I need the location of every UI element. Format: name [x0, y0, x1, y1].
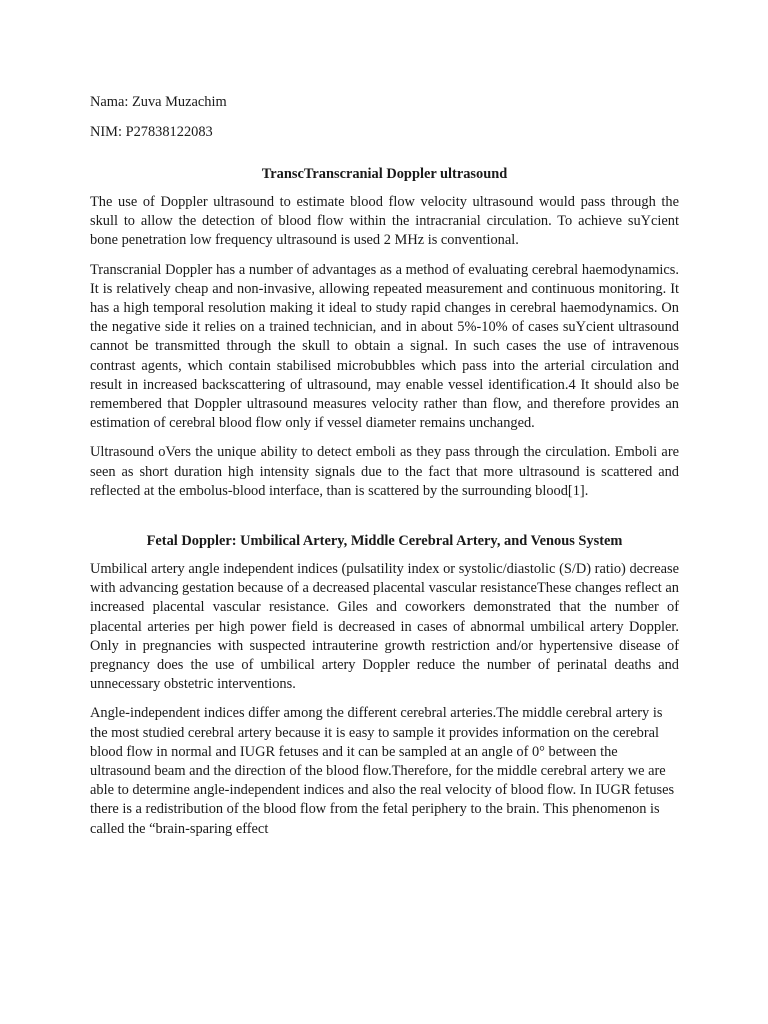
student-nim: NIM: P27838122083 [90, 124, 213, 140]
section-title-transcranial-doppler: TranscTranscranial Doppler ultrasound [261, 166, 508, 182]
paragraph: Angle-independent indices differ among the different cerebral arteries.The middle cerebral artery is the most studied cerebral artery because it is easy to sample it provides information on the cerebral blood flow in normal and IUGR fetuses and it can be sampled at an angle of 0° between the ultrasound beam and the direction of the blood flow.Therefore, for the middle cerebral artery we are able to determine angle-independent indices and also the real velocity of blood flow. In IUGR fetuses there is a redistribution of the blood flow from the fetal periphery to the brain. This phenomenon is called the “brain-sparing effect [90, 705, 675, 837]
paragraph: Ultrasound oVers the unique ability to detect emboli as they pass through the circulation. Emboli are seen as short duration high intensity signals due to the fact that more ultrasound is scattered and reflected at the embolus-blood interface, than is scattered by the surrounding blood[1]. [90, 444, 679, 499]
paragraph: Umbilical artery angle independent indices (pulsatility index or systolic/diastolic (S/D) ratio) decrease with advancing gestation because of a decreased placental vascular resistanceThese changes reflect an increased placental vascular resistance. Giles and coworkers demonstrated that the number of placental arteries per high power field is decreased in cases of abnormal umbilical artery Doppler. Only in pregnancies with suspected intrauterine growth restriction and/or hypertensive disease of pregnancy does the use of umbilical artery Doppler reduce the number of perinatal deaths and unnecessary obstetric interventions. [90, 561, 679, 693]
document-page [90, 92, 679, 849]
section-title-fetal-doppler: Fetal Doppler: Umbilical Artery, Middle Cerebral Artery, and Venous System [146, 533, 623, 550]
paragraph: The use of Doppler ultrasound to estimate blood flow velocity ultrasound would pass through the skull to allow the detection of blood flow within the intracranial circulation. To achieve suYcient bone penetration low frequency ultrasound is used 2 MHz is conventional. [90, 194, 679, 249]
student-name: Nama: Zuva Muzachim [90, 94, 227, 110]
paragraph: Transcranial Doppler has a number of advantages as a method of evaluating cerebral haemodynamics. It is relatively cheap and non-invasive, allowing repeated measurement and continuous monitoring. It has a high temporal resolution making it ideal to study rapid changes in cerebral haemodynamics. On the negative side it relies on a trained technician, and in about 5%-10% of cases suYcient ultrasound cannot be transmitted through the skull to obtain a signal. In such cases the use of intravenous contrast agents, which contain stabilised microbubbles which pass into the arterial circulation and result in increased backscattering of ultrasound, may enable vessel identification.4 It should also be remembered that Doppler ultrasound measures velocity rather than flow, and therefore provides an estimation of cerebral blood flow only if vessel diameter remains unchanged. [90, 261, 679, 432]
